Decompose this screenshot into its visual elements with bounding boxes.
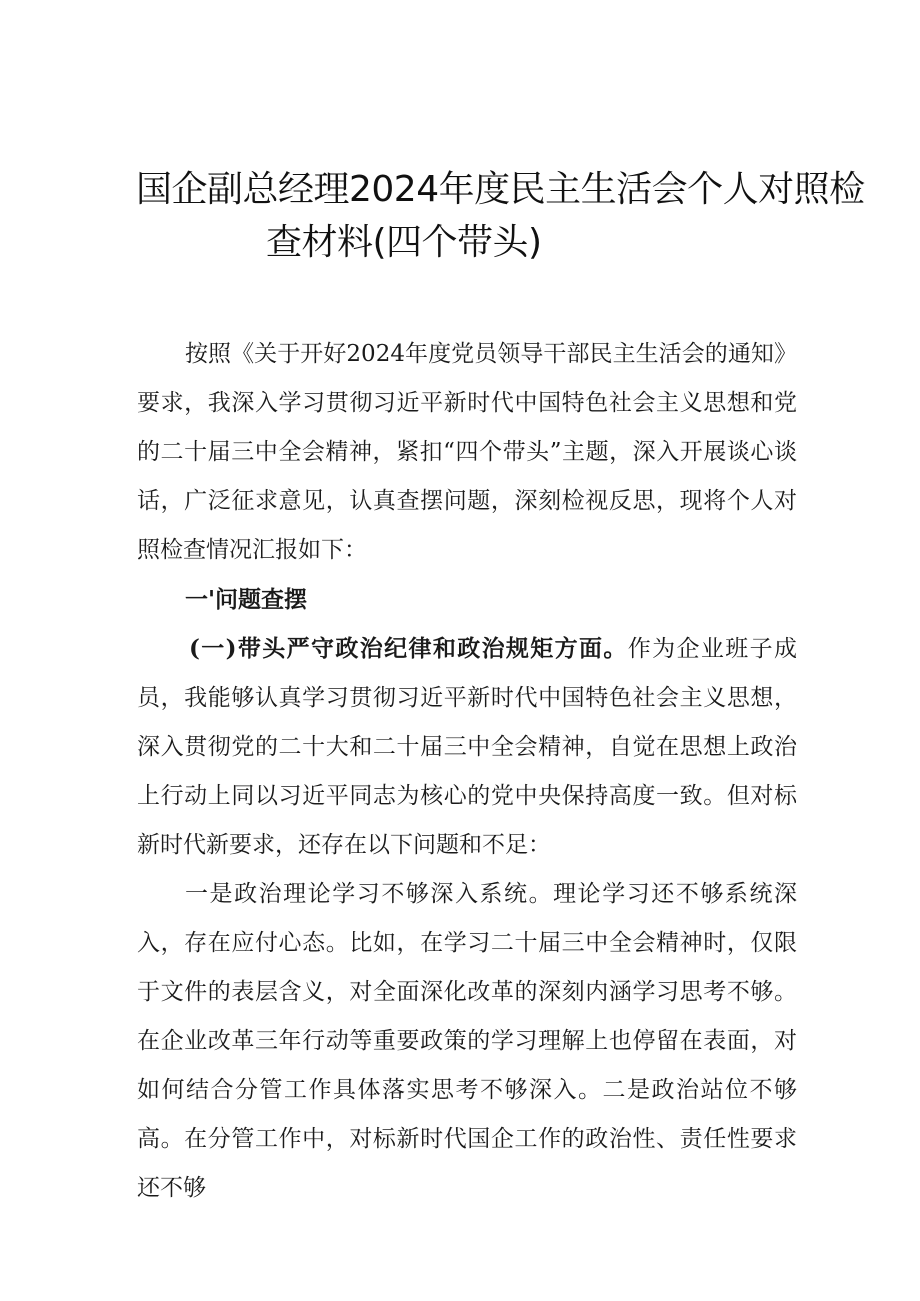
title-line-1: 国企副总经理2024年度民主生活会个人对照检 [136,169,865,210]
intro-paragraph: 按照《关于开好2024年度党员领导干部民主生活会的通知》要求，我深入学习贯彻习近平新时代中国特色社会主义思想和党的二十届三中全会精神，紧扣“四个带头”主题，深入开展谈心谈话，广泛征求意见，认真查摆问题，深刻检视反思，现将个人对照检查情况汇报如下： [137,341,797,563]
document-body [137,330,797,1213]
subsection-paragraph [137,624,797,870]
section-heading-problems: 一'问题查摆 [185,586,308,613]
subsection-heading: (一)带头严守政治纪律和政治规矩方面。 [189,635,628,662]
subsection-text: 作为企业班子成员，我能够认真学习贯彻习近平新时代中国特色社会主义思想，深入贯彻党的二十大和二十届三中全会精神，自觉在思想上政治上行动上同以习近平同志为核心的党中央保持高度一致。但对标新时代新要求，还存在以下问题和不足： [137,636,798,858]
title-line-2: 查材料(四个带头) [266,222,542,263]
point-paragraph: 一是政治理论学习不够深入系统。理论学习还不够系统深入，存在应付心态。比如，在学习二十届三中全会精神时，仅限于文件的表层含义，对全面深化改革的深刻内涵学习思考不够。在企业改革三年行动等重要政策的学习理解上也停留在表面，对如何结合分管工作具体落实思考不够深入。二是政治站位不够高。在分管工作中，对标新时代国企工作的政治性、责任性要求还不够 [137,881,797,1201]
document-title [110,163,865,269]
